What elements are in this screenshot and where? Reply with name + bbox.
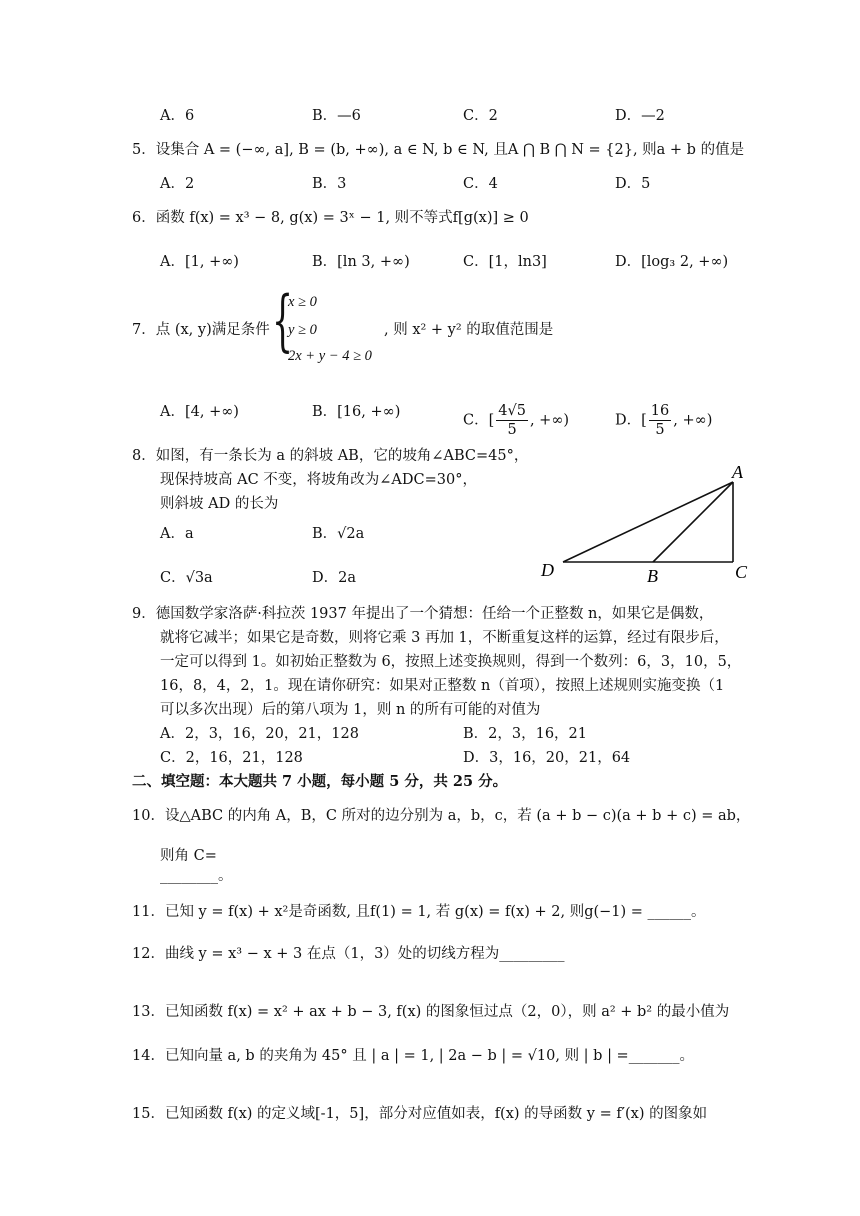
q7-stem-pre: 7．点 (x, y)满足条件 <box>132 322 270 338</box>
q11-stem: 11．已知 y = f(x) + x²是奇函数, 且f(1) = 1, 若 g(x) = f(x) + 2, 则g(−1) = ______。 <box>132 904 706 920</box>
q7-cond-3: 2x + y − 4 ≥ 0 <box>288 348 372 364</box>
q10-blank: ________。 <box>160 868 233 884</box>
q9-option-a: A．2，3，16，20，21，128 <box>160 726 359 742</box>
q7-cond-2: y ≥ 0 <box>288 322 317 338</box>
q6-option-d: D．[log₃ 2, +∞) <box>615 254 729 270</box>
label-a: A <box>732 462 743 482</box>
q7-option-c-denominator: 5 <box>507 422 517 438</box>
q7-option-b: B．[16, +∞) <box>312 404 401 420</box>
q7-option-d-pre: D．[ <box>615 412 647 429</box>
q7-brace: { <box>272 282 293 359</box>
label-b: B <box>647 566 658 586</box>
q6-option-c: C．[1，ln3] <box>463 254 547 270</box>
q4-option-a: A．6 <box>160 108 195 124</box>
q7-option-c-fraction <box>496 402 528 439</box>
q6-option-a: A．[1, +∞) <box>160 254 239 270</box>
q10-line-1: 10．设△ABC 的内角 A，B，C 所对的边分别为 a，b，c，若 (a + b − c)(a + b + c) = ab， <box>132 808 751 824</box>
q7-option-d-denominator: 5 <box>655 422 665 438</box>
q9-option-c: C．2，16，21，128 <box>160 750 303 766</box>
q5-option-c: C．4 <box>463 176 498 192</box>
q9-option-d: D．3，16，20，21，64 <box>463 750 631 766</box>
q4-option-b: B．—6 <box>312 108 361 124</box>
q9-option-b: B．2，3，16，21 <box>463 726 588 742</box>
q8-option-d: D．2a <box>312 570 356 586</box>
q8-line-1: 8．如图，有一条长为 a 的斜坡 AB，它的坡角∠ABC=45°， <box>132 448 529 464</box>
q7-stem-post: , 则 x² + y² 的取值范围是 <box>384 322 554 338</box>
q15-stem: 15．已知函数 f(x) 的定义域[-1，5]，部分对应值如表，f(x) 的导函数 y = f′(x) 的图象如 <box>132 1106 708 1122</box>
q7-option-d-numerator: 16 <box>650 403 670 419</box>
q7-option-c-post: , +∞) <box>529 412 570 429</box>
section-2-heading: 二、填空题：本大题共 7 小题，每小题 5 分，共 25 分。 <box>132 773 508 790</box>
q7-cond-1: x ≥ 0 <box>288 294 317 310</box>
q12-stem: 12．曲线 y = x³ − x + 3 在点（1，3）处的切线方程为_________ <box>132 946 565 962</box>
q7-option-c-numerator: 4√5 <box>498 403 526 419</box>
q7-option-d <box>615 402 712 439</box>
q7-option-c <box>463 402 569 439</box>
q14-stem: 14．已知向量 a, b 的夹角为 45° 且 | a | = 1, | 2a − b | = √10, 则 | b | =_______。 <box>132 1048 694 1064</box>
q9-line-4: 16，8，4，2，1。现在请你研究：如果对正整数 n（首项），按照上述规则实施变换（1 <box>160 678 725 694</box>
q7-option-a: A．[4, +∞) <box>160 404 239 420</box>
q8-line-3: 则斜坡 AD 的长为 <box>160 496 279 512</box>
q4-option-d: D．—2 <box>615 108 665 124</box>
q7-option-c-pre: C．[ <box>463 412 495 429</box>
q6-stem: 6．函数 f(x) = x³ − 8, g(x) = 3ˣ − 1, 则不等式f[g(x)] ≥ 0 <box>132 210 529 226</box>
slope-triangle-figure <box>535 458 755 588</box>
q8-option-a: A．a <box>160 526 194 542</box>
q13-stem: 13．已知函数 f(x) = x² + ax + b − 3, f(x) 的图象恒过点（2，0），则 a² + b² 的最小值为 <box>132 1004 730 1020</box>
q5-option-b: B．3 <box>312 176 347 192</box>
q10-line-2: 则角 C= <box>160 848 217 864</box>
q5-option-a: A．2 <box>160 176 195 192</box>
q6-option-b: B．[ln 3, +∞) <box>312 254 410 270</box>
q9-line-5: 可以多次出现）后的第八项为 1，则 n 的所有可能的对值为 <box>160 702 541 718</box>
q7-option-d-fraction <box>649 402 671 439</box>
q5-stem: 5．设集合 A = (−∞, a], B = (b, +∞), a ∈ N, b ∈ N, 且A ⋂ B ⋂ N = {2}, 则a + b 的值是 <box>132 142 745 158</box>
q9-line-3: 一定可以得到 1。如初始正整数为 6，按照上述变换规则，得到一个数列：6，3，10，5， <box>160 654 742 670</box>
q8-line-2: 现保持坡高 AC 不变，将坡角改为∠ADC=30°， <box>160 472 477 488</box>
q8-option-c: C．√3a <box>160 570 213 586</box>
q8-option-b: B．√2a <box>312 526 365 542</box>
q7-option-d-post: , +∞) <box>673 412 713 429</box>
q9-line-1: 9．德国数学家洛萨·科拉茨 1937 年提出了一个猜想：任给一个正整数 n，如果它是偶数， <box>132 606 714 622</box>
label-c: C <box>735 562 748 582</box>
label-d: D <box>541 560 554 580</box>
q5-option-d: D．5 <box>615 176 651 192</box>
q9-line-2: 就将它减半；如果它是奇数，则将它乘 3 再加 1，不断重复这样的运算，经过有限步后， <box>160 630 729 646</box>
segment-ba <box>653 482 733 562</box>
q4-option-c: C．2 <box>463 108 498 124</box>
segment-da <box>563 482 733 562</box>
